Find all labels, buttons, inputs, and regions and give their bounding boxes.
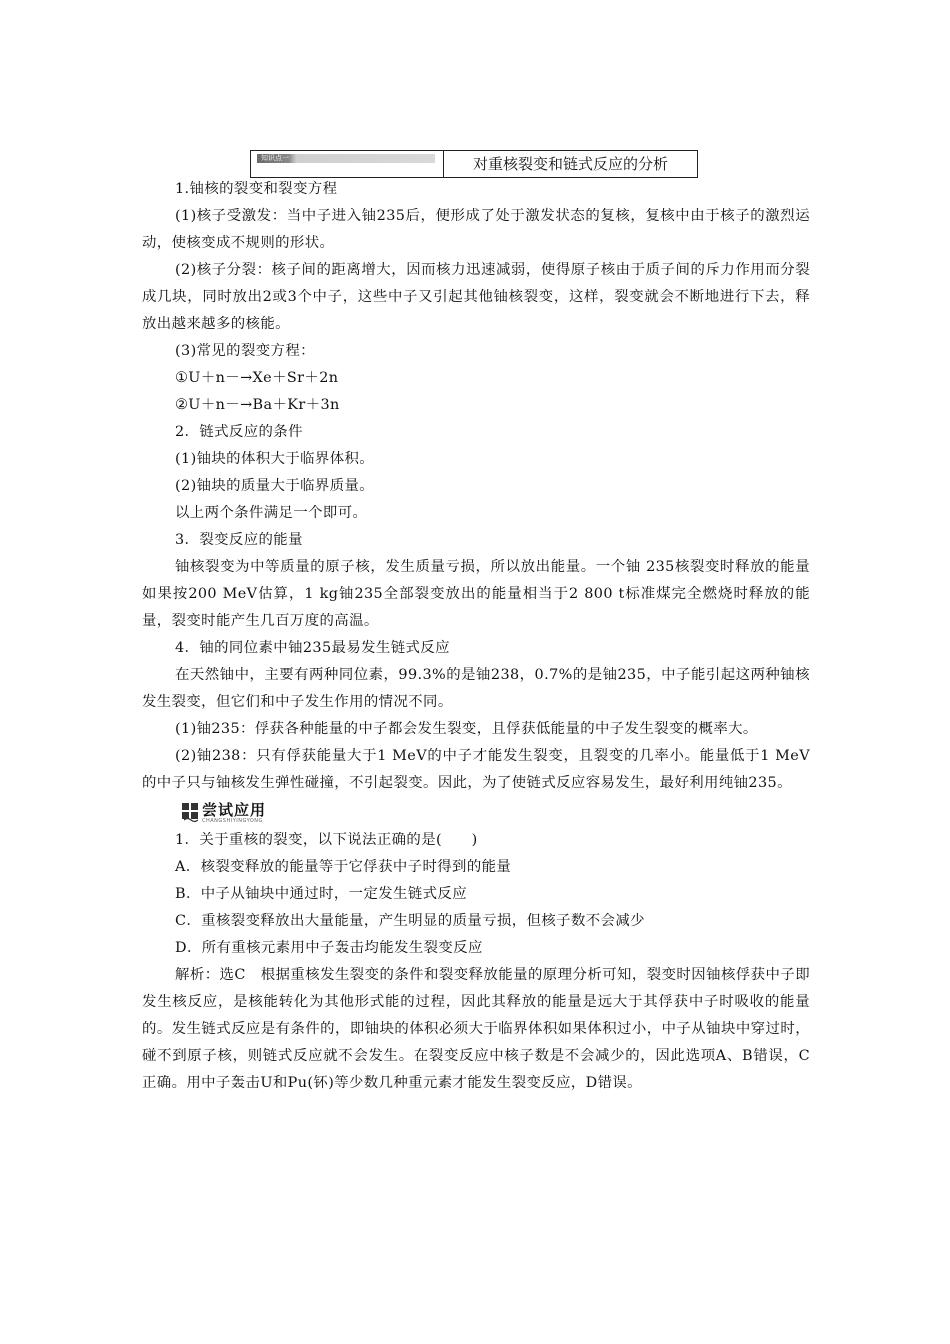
section-title: 对重核裂变和链式反应的分析 (472, 155, 668, 173)
question-stem: 1．关于重核的裂变，以下说法正确的是( ) (175, 832, 478, 848)
heading-energy: 3．裂变反应的能量 (175, 532, 303, 548)
try-title: 尝试应用 (202, 801, 267, 819)
try-application-banner (182, 797, 810, 827)
equation-2: ②U＋n－→Ba＋Kr＋3n (175, 397, 340, 413)
main-content (142, 176, 810, 1097)
paragraph-u238: (2)铀238：只有俘获能量大于1 MeV的中子才能发生裂变，且裂变的几率小。能量低于1 MeV的中子只与铀核发生弹性碰撞，不引起裂变。因此，为了使链式反应容易发生，最好利用纯铀235。 (142, 748, 810, 791)
condition-mass: (2)铀块的质量大于临界质量。 (175, 478, 375, 494)
heading-chain-condition: 2．链式反应的条件 (175, 424, 303, 440)
knowledge-tag (251, 151, 444, 177)
option-a: A．核裂变释放的能量等于它俘获中子时得到的能量 (175, 859, 512, 875)
paragraph-u235: (1)铀235：俘获各种能量的中子都会发生裂变，且俘获低能量的中子发生裂变的概率大。 (175, 721, 758, 737)
option-d: D．所有重核元素用中子轰击均能发生裂变反应 (175, 940, 483, 956)
heading-isotope: 4．铀的同位素中铀235最易发生链式反应 (175, 640, 450, 656)
section-header (250, 150, 698, 178)
condition-note: 以上两个条件满足一个即可。 (175, 505, 368, 521)
answer-analysis: 解析：选C 根据重核发生裂变的条件和裂变释放能量的原理分析可知，裂变时因铀核俘获中子即发生核反应，是核能转化为其他形式能的过程，因此其释放的能量是远大于其俘获中子时吸收的能量的。发生链式反应是有条件的，即铀块的体积必须大于临界体积如果体积过小，中子从铀块中穿过时，碰不到原子核，则链式反应就不会发生。在裂变反应中核子数是不会减少的，因此选项A、B错误，C正确。用中子轰击U和Pu(钚)等少数几种重元素才能发生裂变反应，D错误。 (142, 967, 810, 1091)
paragraph-splitting: (2)核子分裂：核子间的距离增大，因而核力迅速减弱，使得原子核由于质子间的斥力作用而分裂成几块，同时放出2或3个中子，这些中子又引起其他铀核裂变，这样，裂变就会不断地进行下去，释放出越来越多的核能。 (142, 262, 810, 332)
try-subtitle: CHANGSHIYINGYONG (202, 818, 263, 824)
paragraph-equations-intro: (3)常见的裂变方程： (175, 343, 315, 359)
paragraph-energy: 铀核裂变为中等质量的原子核，发生质量亏损，所以放出能量。一个铀 235核裂变时释放的能量如果按200 MeV估算，1 kg铀235全部裂变放出的能量相当于2 800 t标准煤完全燃烧时释放的能量，裂变时能产生几百万度的高温。 (142, 559, 810, 629)
equation-1: ①U＋n－→Xe＋Sr＋2n (175, 370, 339, 386)
wave-icon (184, 817, 198, 823)
heading-fission: 1.铀核的裂变和裂变方程 (175, 181, 338, 197)
paragraph-isotope: 在天然铀中，主要有两种同位素，99.3%的是铀238，0.7%的是铀235，中子能引起这两种铀核发生裂变，但它们和中子发生作用的情况不同。 (142, 667, 810, 710)
option-c: C．重核裂变释放出大量能量，产生明显的质量亏损，但核子数不会减少 (175, 913, 645, 929)
option-b: B．中子从铀块中通过时，一定发生链式反应 (175, 886, 467, 902)
condition-volume: (1)铀块的体积大于临界体积。 (175, 451, 375, 467)
tag-label: 知识点一 (261, 154, 289, 162)
paragraph-excitation: (1)核子受激发：当中子进入铀235后，便形成了处于激发状态的复核，复核中由于核子的激烈运动，使核变成不规则的形状。 (142, 208, 810, 251)
